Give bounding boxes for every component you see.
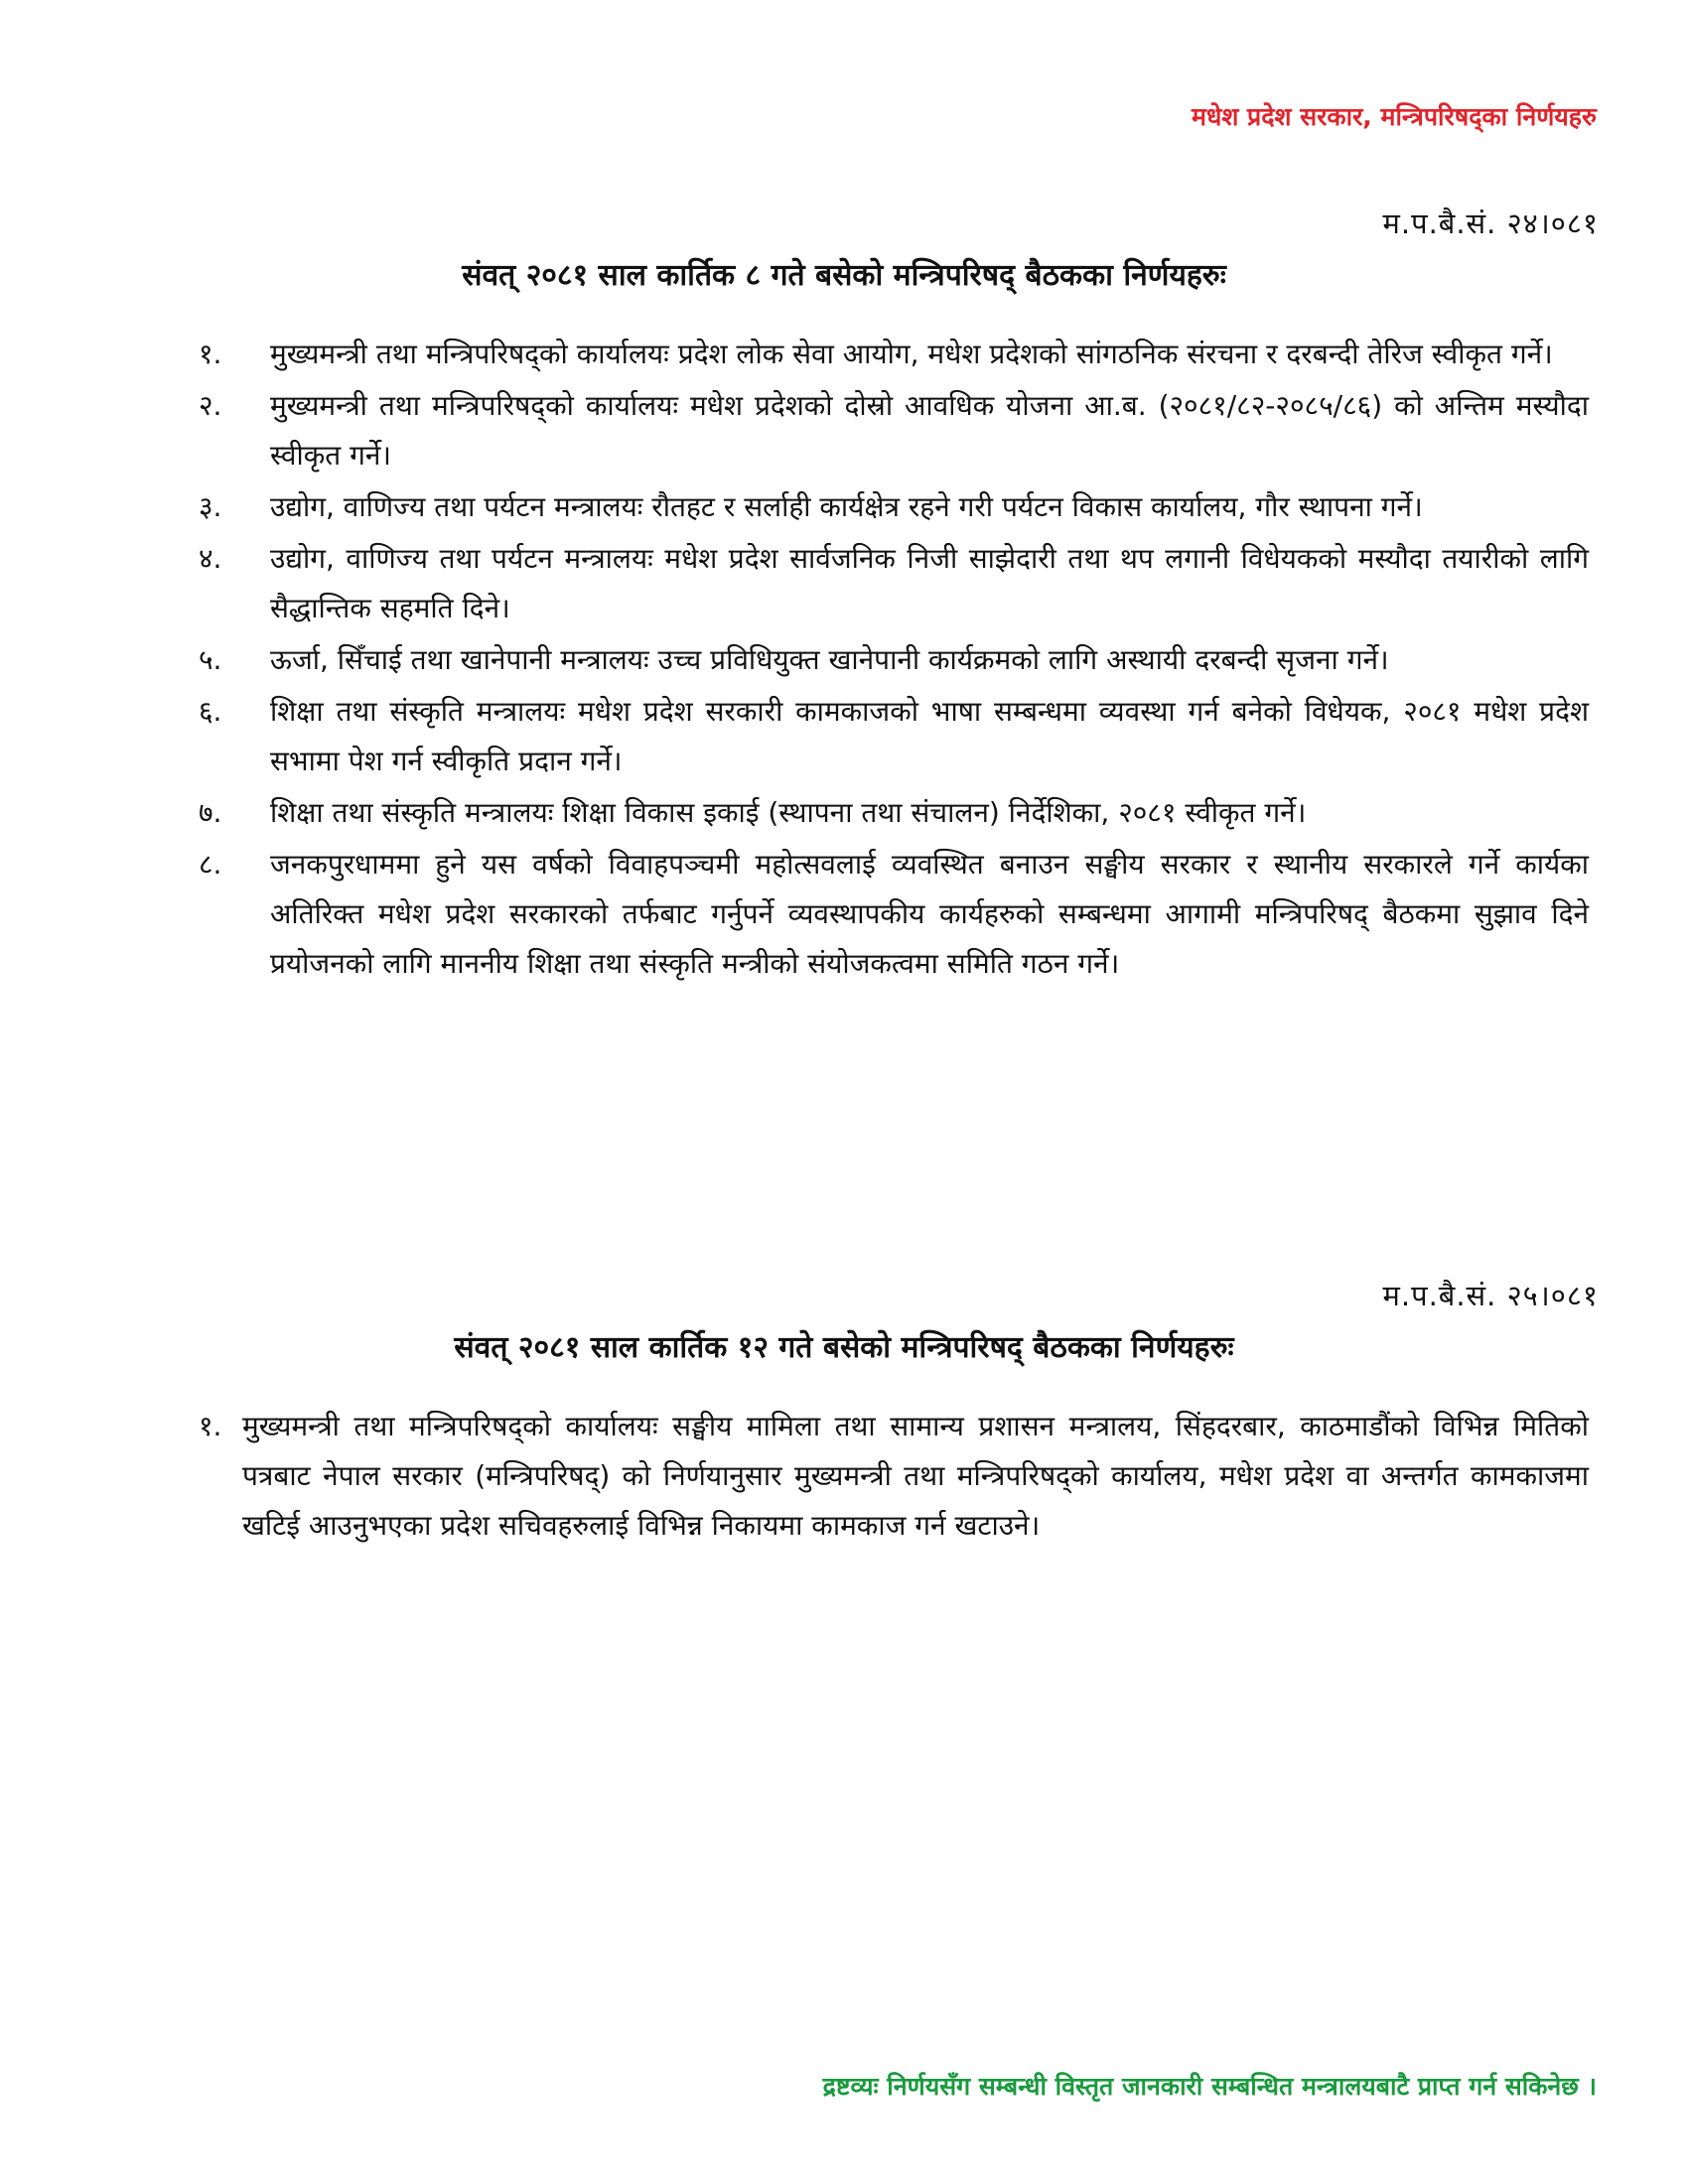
- decision-number: ४.: [199, 542, 222, 575]
- decision-item: [199, 482, 1589, 532]
- decision-number: ७.: [199, 796, 222, 829]
- decision-list: [199, 1402, 1589, 1553]
- decision-item: [199, 330, 1589, 379]
- decision-number: ६.: [199, 695, 222, 728]
- decision-number: ८.: [199, 848, 222, 881]
- document-header-title: मधेश प्रदेश सरकार, मन्त्रिपरिषद्‌का निर्णयहरु: [1192, 102, 1597, 131]
- decision-item: [199, 534, 1589, 633]
- decision-text: शिक्षा तथा संस्कृति मन्त्रालयः शिक्षा विकास इकाई (स्थापना तथा संचालन) निर्देशिका, २०८१ स्वीकृत गर्ने।: [270, 796, 1307, 829]
- decision-item: [199, 788, 1589, 838]
- decision-item: [199, 1402, 1589, 1551]
- meeting-heading: संवत् २०८१ साल कार्तिक १२ गते बसेको मन्त्रिपरिषद् बैठकका निर्णयहरुः: [454, 1330, 1234, 1365]
- decision-text: मुख्यमन्त्री तथा मन्त्रिपरिषद्को कार्यालयः मधेश प्रदेशको दोस्रो आवधिक योजना आ.ब. (२०८१/८२-२०८५/८६) को अन्तिम मस्यौदा स्वीकृत गर्ने।: [270, 389, 1589, 472]
- decision-number: १.: [199, 1410, 222, 1442]
- decision-number: ५.: [199, 643, 222, 676]
- decision-item: [199, 381, 1589, 480]
- footer-note: द्रष्टव्यः निर्णयसँग सम्बन्धी विस्तृत जानकारी सम्बन्धित मन्त्रालयबाटै प्राप्त गर्न सकिनेछ ।: [822, 2072, 1597, 2101]
- decision-item: [199, 635, 1589, 685]
- meeting-reference-number: म.प.बै.सं. २४।०८१: [1382, 206, 1599, 240]
- decision-text: मुख्यमन्त्री तथा मन्त्रिपरिषद्को कार्यालयः सङ्घीय मामिला तथा सामान्य प्रशासन मन्त्रालय, सिंहदरबार, काठमाडौंको विभिन्न मितिको पत्रबाट नेपाल सरकार (मन्त्रिपरिषद्) को निर्णयानुसार मुख्यमन्त्री तथा मन्त्रिपरिषद्को कार्यालय, मधेश प्रदेश वा अन्तर्गत कामकाजमा खटिई आउनुभएका प्रदेश सचिवहरुलाई विभिन्न निकायमा कामकाज गर्न खटाउने।: [242, 1410, 1589, 1542]
- decision-text: शिक्षा तथा संस्कृति मन्त्रालयः मधेश प्रदेश सरकारी कामकाजको भाषा सम्बन्धमा व्यवस्था गर्न बनेको विधेयक, २०८१ मधेश प्रदेश सभामा पेश गर्न स्वीकृति प्रदान गर्ने।: [270, 695, 1589, 777]
- decision-number: २.: [199, 389, 222, 422]
- decision-text: उद्योग, वाणिज्य तथा पर्यटन मन्त्रालयः मधेश प्रदेश सार्वजनिक निजी साझेदारी तथा थप लगानी विधेयकको मस्यौदा तयारीको लागि सैद्धान्तिक सहमति दिने।: [270, 542, 1589, 624]
- decision-item: [199, 687, 1589, 786]
- meeting-heading: संवत् २०८१ साल कार्तिक ८ गते बसेको मन्त्रिपरिषद् बैठकका निर्णयहरुः: [462, 258, 1226, 293]
- decision-text: ऊर्जा, सिँचाई तथा खानेपानी मन्त्रालयः उच्च प्रविधियुक्त खानेपानी कार्यक्रमको लागि अस्थायी दरबन्दी सृजना गर्ने।: [270, 643, 1389, 676]
- decision-list: [199, 330, 1589, 991]
- decision-number: ३.: [199, 490, 222, 523]
- decision-number: १.: [199, 338, 222, 370]
- decision-text: जनकपुरधाममा हुने यस वर्षको विवाहपञ्चमी महोत्सवलाई व्यवस्थित बनाउन सङ्घीय सरकार र स्थानीय सरकारले गर्ने कार्यका अतिरिक्त मधेश प्रदेश सरकारको तर्फबाट गर्नुपर्ने व्यवस्थापकीय कार्यहरुको सम्बन्धमा आगामी मन्त्रिपरिषद् बैठकमा सुझाव दिने प्रयोजनको लागि माननीय शिक्षा तथा संस्कृति मन्त्रीको संयोजकत्वमा समिति गठन गर्ने।: [270, 848, 1589, 980]
- decision-text: मुख्यमन्त्री तथा मन्त्रिपरिषद्को कार्यालयः प्रदेश लोक सेवा आयोग, मधेश प्रदेशको सांगठनिक संरचना र दरबन्दी तेरिज स्वीकृत गर्ने।: [270, 338, 1553, 370]
- meeting-reference-number: म.प.बै.सं. २५।०८१: [1382, 1279, 1599, 1312]
- decision-text: उद्योग, वाणिज्य तथा पर्यटन मन्त्रालयः रौतहट र सर्लाही कार्यक्षेत्र रहने गरी पर्यटन विकास कार्यालय, गौर स्थापना गर्ने।: [270, 490, 1423, 523]
- decision-item: [199, 840, 1589, 989]
